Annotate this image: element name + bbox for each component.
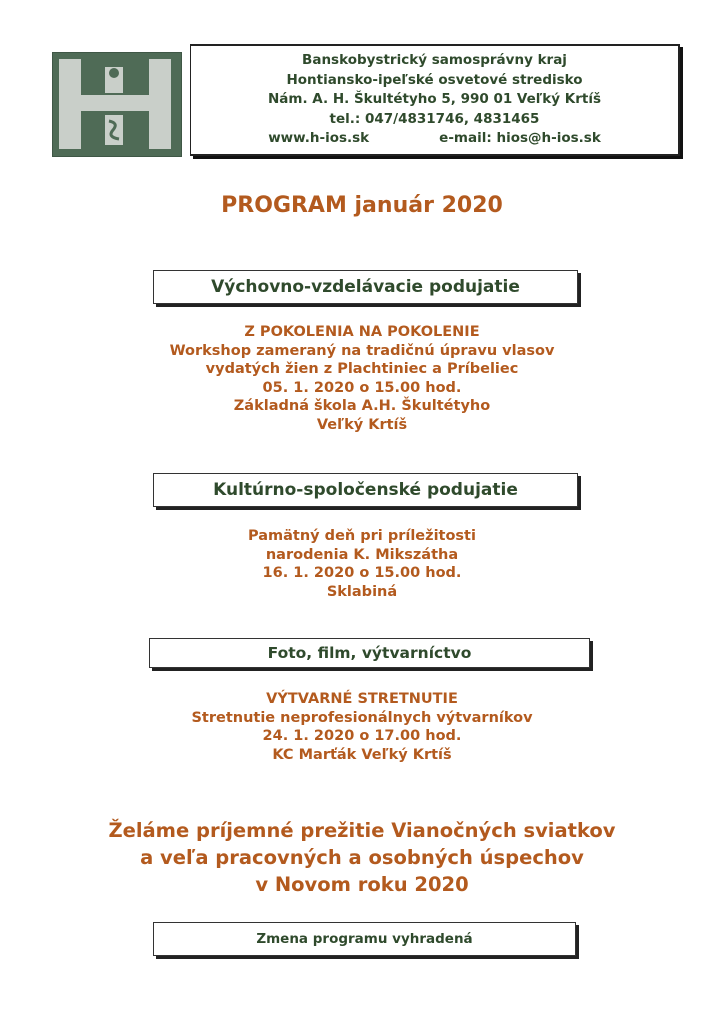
greeting-line: a veľa pracovných a osobných úspechov — [140, 846, 584, 869]
org-name: Hontiansko-ipeľské osvetové stredisko — [286, 71, 583, 88]
logo-mark-icon — [53, 53, 181, 156]
h-ios-logo — [52, 52, 182, 157]
org-website-link[interactable]: www.h-ios.sk — [268, 130, 370, 146]
event-location: KC Marťák Veľký Krtíš — [272, 746, 452, 763]
org-contacts — [191, 129, 678, 149]
event-title: VÝTVARNÉ STRETNUTIE — [266, 691, 458, 707]
program-change-note-text: Zmena programu vyhradená — [256, 931, 473, 947]
greeting-line: Želáme príjemné prežitie Vianočných sviatkov — [108, 819, 616, 842]
program-change-note — [153, 922, 576, 956]
event-description: Stretnutie neprofesionálnych výtvarníkov — [191, 709, 533, 726]
event-description: Workshop zameraný na tradičnú úpravu vlasov — [169, 342, 555, 359]
section-heading-text: Foto, film, výtvarníctvo — [267, 644, 472, 662]
event-description: vydatých žien z Plachtiniec a Príbeliec — [205, 361, 519, 378]
event-1 — [0, 323, 724, 435]
event-date: 24. 1. 2020 o 17.00 hod. — [262, 728, 462, 745]
event-title: Z POKOLENIA NA POKOLENIE — [244, 324, 480, 340]
event-3 — [0, 690, 724, 764]
event-venue: Základná škola A.H. Škultétyho — [233, 398, 491, 415]
org-region: Banskobystrický samosprávny kraj — [302, 52, 567, 68]
event-description: narodenia K. Mikszátha — [265, 546, 459, 563]
section-heading-2 — [153, 473, 578, 507]
event-2 — [0, 527, 724, 601]
org-address: Nám. A. H. Škultétyho 5, 990 01 Veľký Krtíš — [268, 91, 601, 107]
org-phone: tel.: 047/4831746, 4831465 — [329, 110, 540, 127]
greeting-line: v Novom roku 2020 — [255, 873, 469, 896]
org-email-link[interactable]: e-mail: hios@h-ios.sk — [439, 130, 601, 146]
event-date: 05. 1. 2020 o 15.00 hod. — [262, 379, 462, 396]
event-location: Sklabiná — [326, 583, 398, 600]
program-title: PROGRAM január 2020 — [221, 193, 503, 218]
section-heading-text: Výchovno-vzdelávacie podujatie — [211, 277, 520, 297]
event-location: Veľký Krtíš — [316, 416, 408, 433]
section-heading-3 — [149, 638, 590, 668]
organization-header — [190, 44, 680, 156]
season-greeting — [0, 817, 724, 898]
event-title: Pamätný deň pri príležitosti — [248, 528, 476, 544]
section-heading-text: Kultúrno-spoločenské podujatie — [213, 480, 518, 500]
event-date: 16. 1. 2020 o 15.00 hod. — [262, 565, 462, 582]
section-heading-1 — [153, 270, 578, 304]
